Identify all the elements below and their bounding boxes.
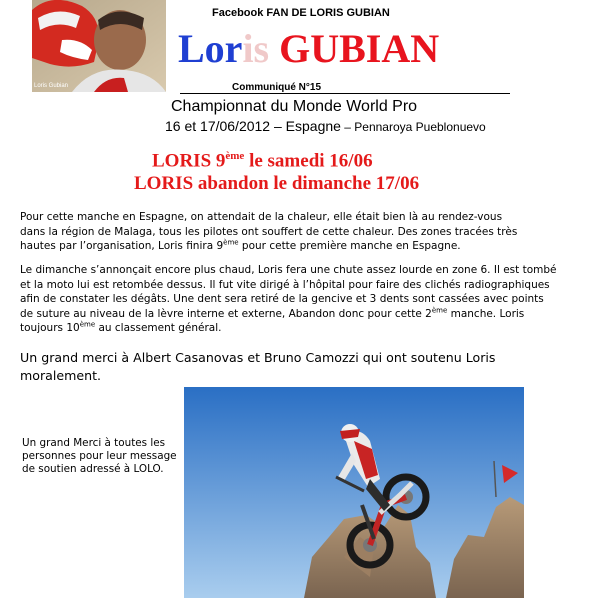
title-part-light: is <box>242 26 270 71</box>
thanks-paragraph: Un grand merci à Albert Casanovas et Bruno Camozzi qui ont soutenu Loris moralement. <box>20 350 496 383</box>
communique-number: Communiqué N°15 <box>232 82 322 93</box>
title-part-red: GUBIAN <box>269 26 440 71</box>
event-dates: 16 et 17/06/2012 – Espagne <box>165 118 341 134</box>
photo-credit: Loris Gubian <box>34 83 69 89</box>
event-venue: – Pennaroya Pueblonuevo <box>340 120 486 134</box>
result-day-1-suffix: ème <box>225 150 245 162</box>
header-photo <box>32 0 166 92</box>
paragraph-saturday <box>20 210 530 254</box>
trial-motorbike-photo <box>184 387 524 598</box>
paragraph-sunday-suffix-1: ème <box>431 306 448 315</box>
paragraph-saturday-suffix: ème <box>223 238 239 247</box>
paragraph-sunday-middle: manche. Loris toujours 10 <box>20 307 525 335</box>
side-note: Un grand Merci à toutes les personnes pour leur message de soutien adressé à LOLO. <box>22 437 177 475</box>
result-day-1 <box>152 150 373 172</box>
championship-name: Championnat du Monde World Pro <box>171 98 418 115</box>
paragraph-sunday-suffix-2: ème <box>79 320 96 329</box>
paragraph-saturday-text: Pour cette manche en Espagne, on attendait de la chaleur, elle était bien là au rendez-vous dans la région de Malaga, tous les pilotes ont souffert de cette chaleur. Des zones tracées très hautes par l’organisation, Loris finira 9 <box>20 211 518 253</box>
main-title <box>178 25 439 73</box>
event-line <box>165 118 486 134</box>
paragraph-sunday-end: au classement général. <box>95 322 222 335</box>
result-day-2: LORIS abandon le dimanche 17/06 <box>134 173 420 194</box>
communique-underline <box>180 93 510 94</box>
result-day-1-date: le samedi 16/06 <box>244 150 373 172</box>
paragraph-sunday-text: Le dimanche s’annonçait encore plus chaud, Loris fera une chute assez lourde en zone 6. Il est tombé et la moto lui est retombée dessus. Il fut vite dirigé à l’hôpital pour faire des clichés radiographiques afin de constater les dégâts. Une dent sera retiré de la gencive et 3 dents sont cassées avec points de suture au niveau de la lèvre interne et externe, Abandon donc pour cette 2 <box>20 264 557 320</box>
result-day-1-rank: LORIS 9 <box>152 150 226 172</box>
paragraph-sunday <box>20 263 560 336</box>
facebook-fan-label: Facebook FAN DE LORIS GUBIAN <box>212 7 390 19</box>
title-part-blue: Lor <box>178 26 243 71</box>
paragraph-saturday-end: pour cette première manche en Espagne. <box>238 240 461 253</box>
